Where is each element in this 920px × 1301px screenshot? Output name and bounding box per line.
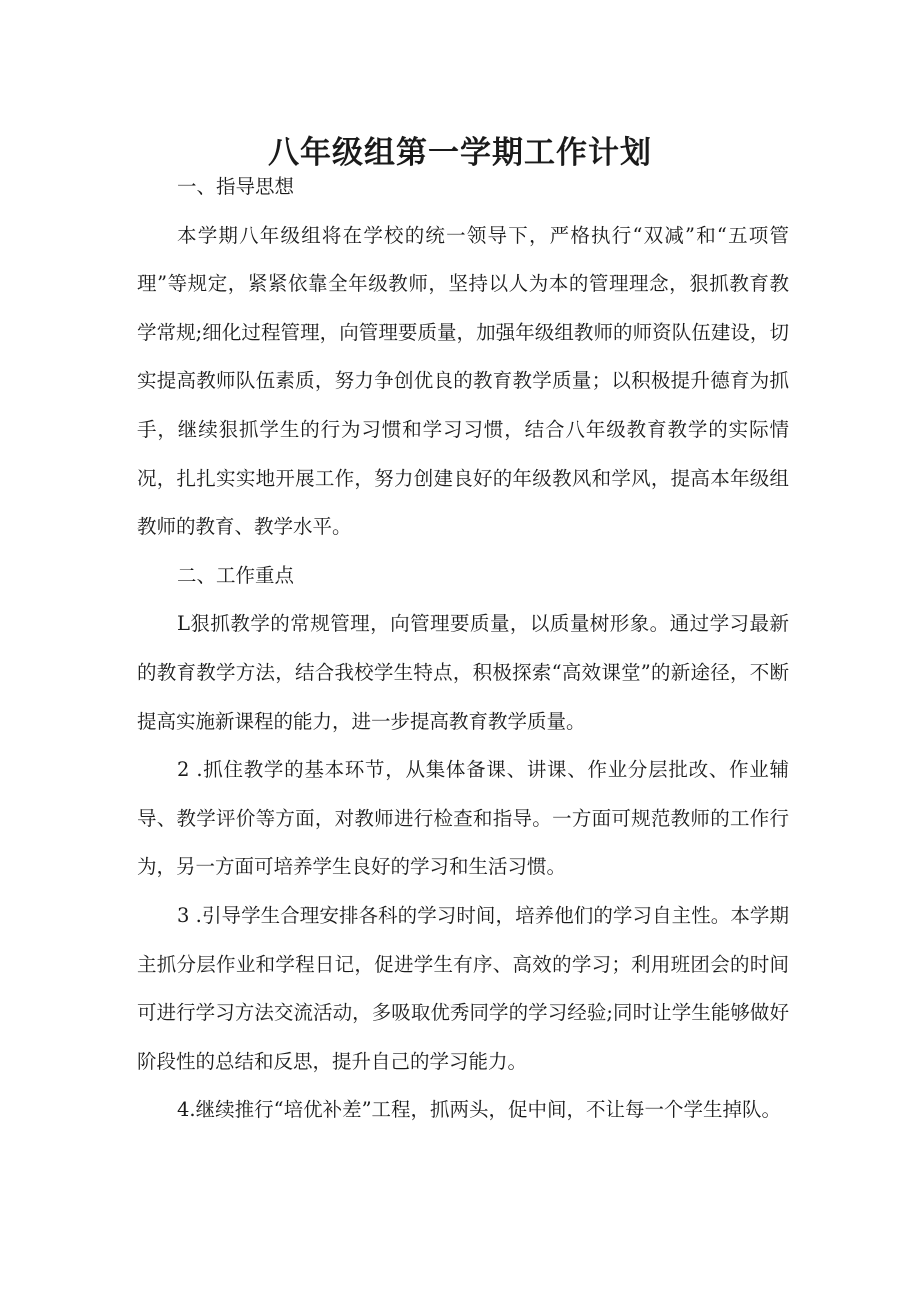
- section-heading-work-focus: 二、工作重点: [177, 563, 295, 587]
- paragraph-guiding-ideology: 本学期八年级组将在学校的统一领导下，严格执行“双减”和“五项管理”等规定，紧紧依靠全年级教师，坚持以人为本的管理理念，狠抓教育教学常规;细化过程管理，向管理要质量，加强年级组教师的师资队伍建设，切实提高教师队伍素质，努力争创优良的教育教学质量；以积极提升德育为抓手，继续狠抓学生的行为习惯和学习习惯，结合八年级教育教学的实际情况，扎扎实实地开展工作，努力创建良好的年级教风和学风，提高本年级组教师的教育、教学水平。: [137, 223, 789, 539]
- document-body: [137, 163, 789, 1135]
- document-title: 八年级组第一学期工作计划: [268, 134, 652, 171]
- paragraph-focus-item-3: 3 .引导学生合理安排各科的学习时间，培养他们的学习自主性。本学期主抓分层作业和学程日记，促进学生有序、高效的学习；利用班团会的时间可进行学习方法交流活动，多吸取优秀同学的学习经验;同时让学生能够做好阶段性的总结和反思，提升自己的学习能力。: [137, 903, 789, 1073]
- paragraph-focus-item-2: 2 .抓住教学的基本环节，从集体备课、讲课、作业分层批改、作业辅导、教学评价等方面，对教师进行检查和指导。一方面可规范教师的工作行为，另一方面可培养学生良好的学习和生活习惯。: [137, 758, 789, 879]
- paragraph-focus-item-4: 4.继续推行“培优补差”工程，抓两头，促中间，不让每一个学生掉队。: [177, 1098, 782, 1122]
- paragraph-focus-item-1: L狠抓教学的常规管理，向管理要质量，以质量树形象。通过学习最新的教育教学方法，结合我校学生特点，积极探索“高效课堂”的新途径，不断提高实施新课程的能力，进一步提高教育教学质量。: [137, 612, 789, 733]
- section-heading-guiding-ideology: 一、指导思想: [177, 175, 295, 198]
